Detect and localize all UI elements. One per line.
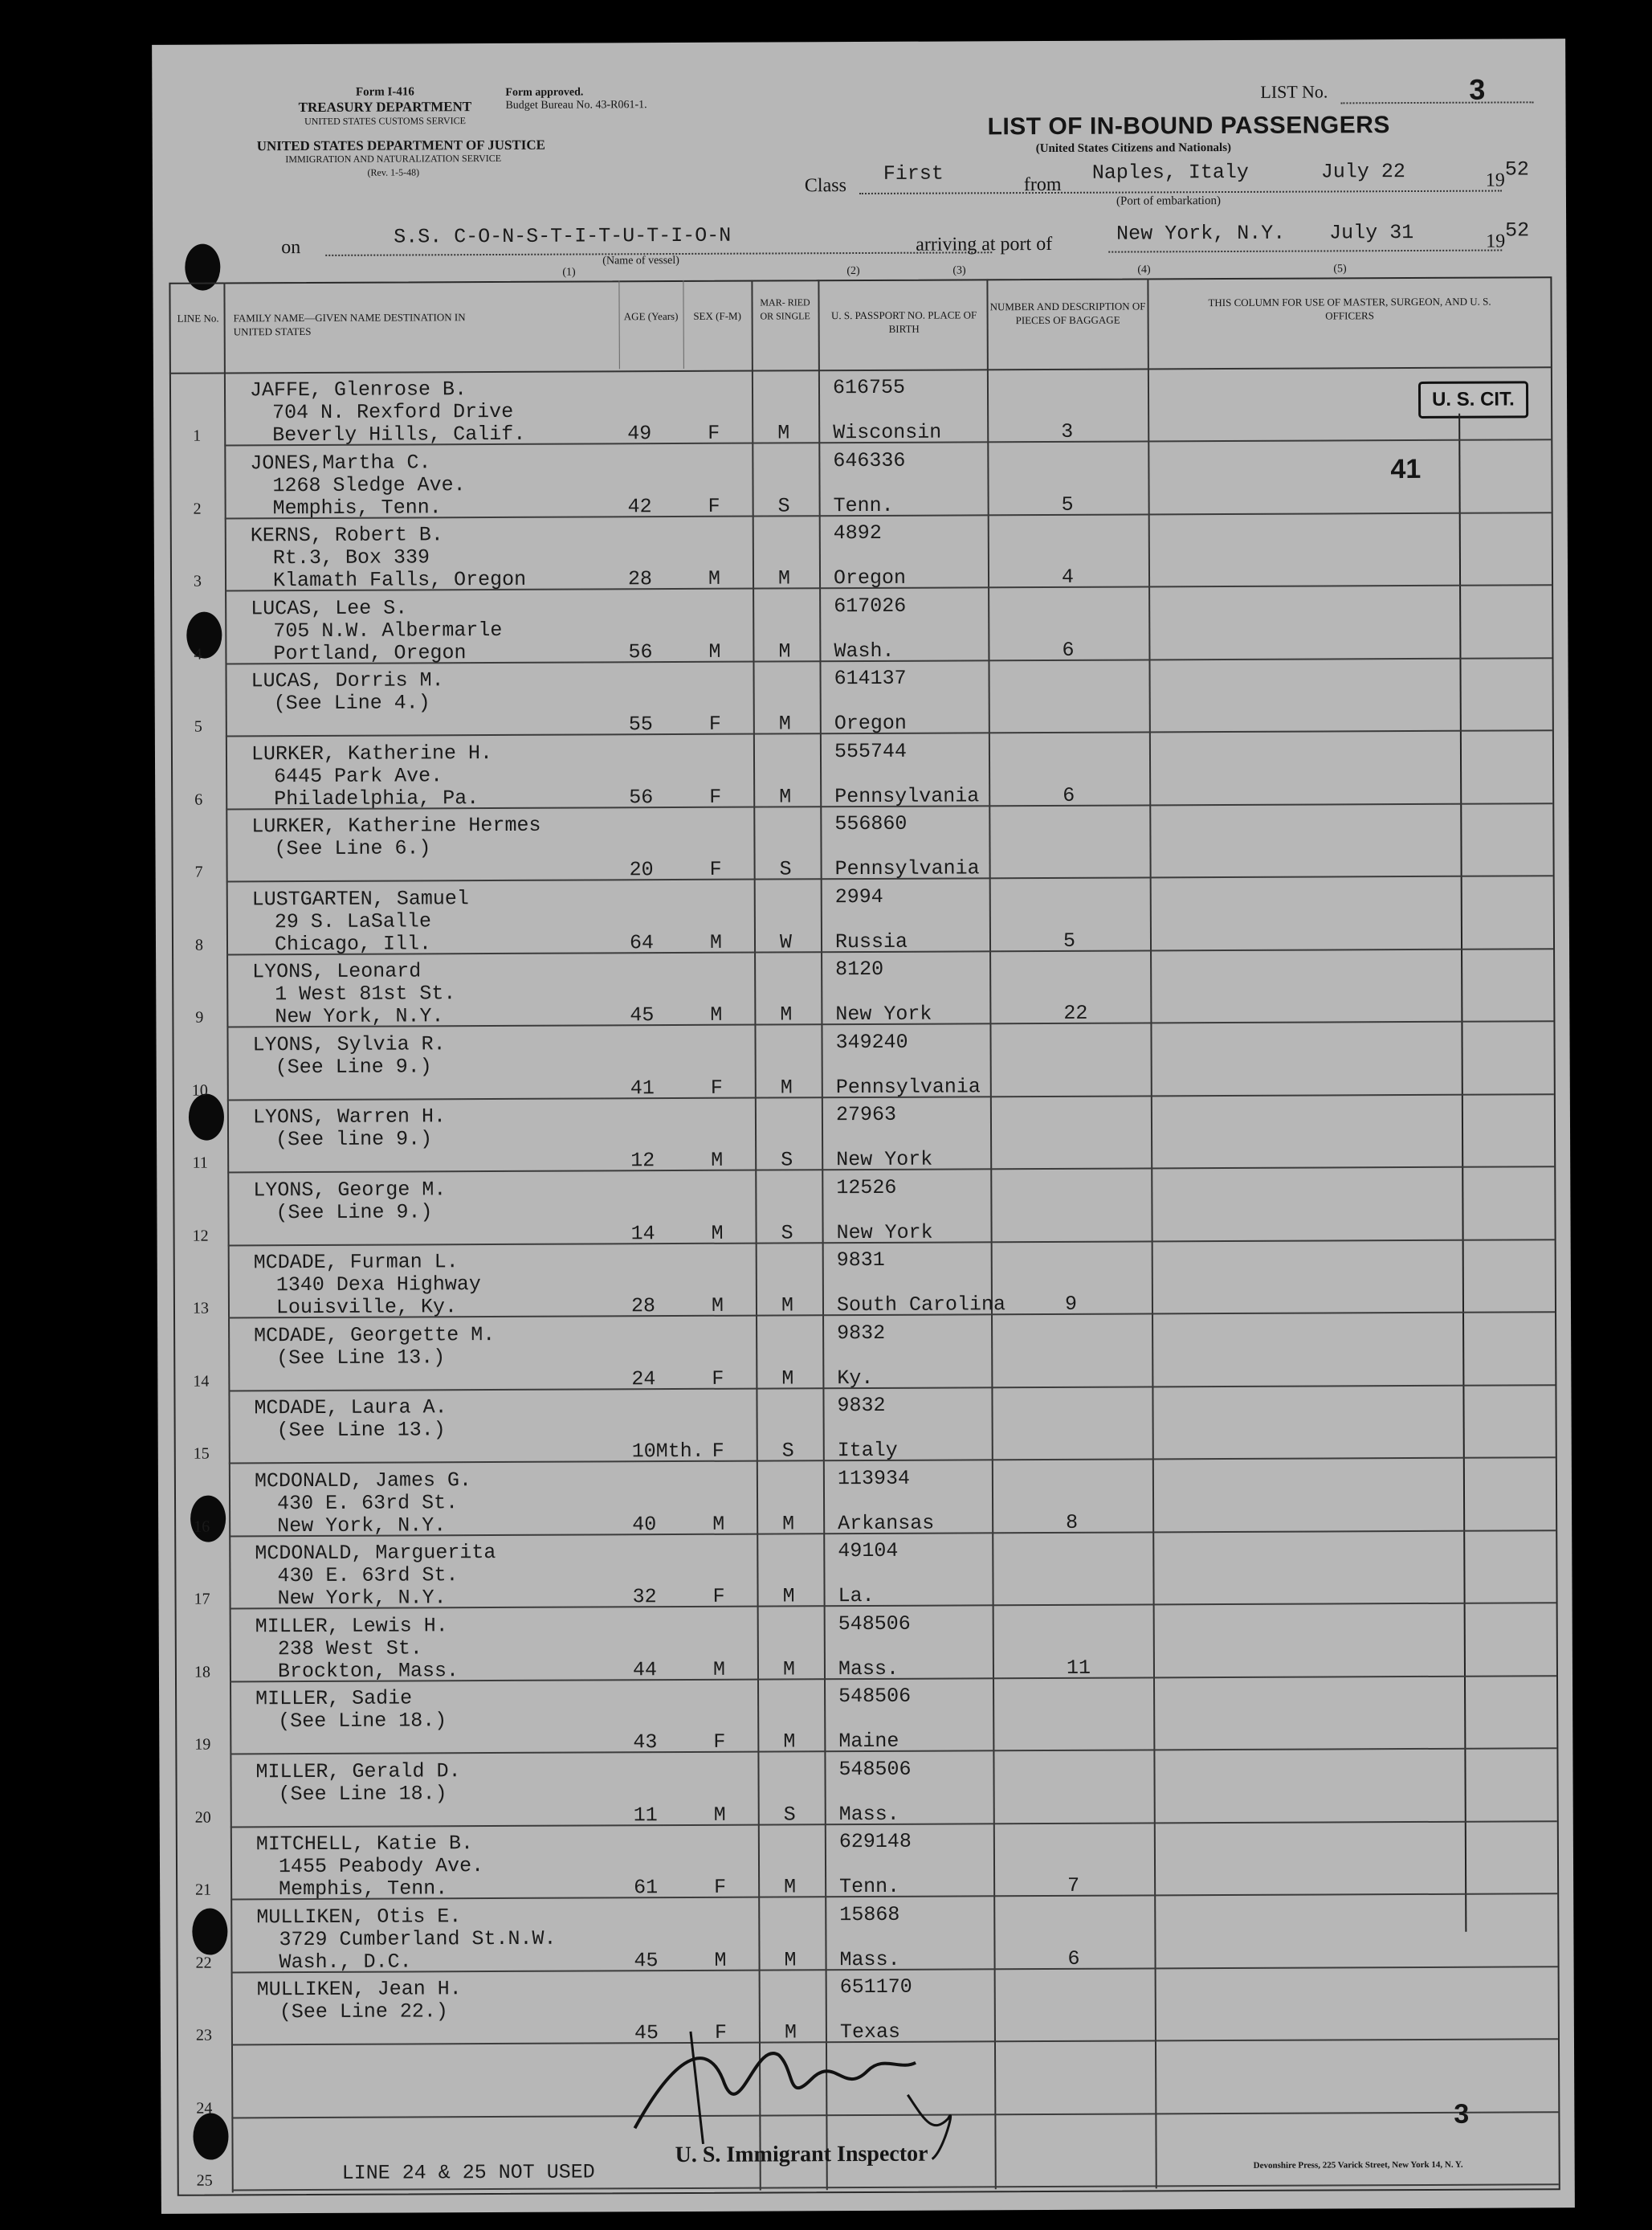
address-line-1: 29 S. LaSalle — [274, 909, 431, 933]
table-row — [170, 513, 1552, 592]
passport-number: 651170 — [839, 1975, 912, 1999]
place-of-birth: Tenn. — [839, 1874, 900, 1899]
place-of-birth: Wisconsin — [833, 420, 942, 445]
address-line-2: Portland, Oregon — [273, 640, 467, 665]
address-line-1: (See Line 13.) — [276, 1345, 446, 1370]
place-of-birth: Oregon — [833, 566, 907, 590]
passport-number: 556860 — [834, 811, 908, 836]
passenger-name: MILLER, Lewis H. — [255, 1613, 448, 1638]
passport-number: 9832 — [837, 1321, 886, 1345]
baggage-count: 4 — [1061, 565, 1075, 589]
list-no-label: LIST No. — [1260, 81, 1328, 102]
table-row — [176, 1822, 1557, 1901]
passport-number: 555744 — [834, 739, 908, 763]
year-prefix-2: 19 — [1486, 231, 1506, 252]
line-number: 23 — [195, 2026, 212, 2044]
sex: M — [710, 1003, 723, 1027]
form-number: Form I-416 — [355, 85, 414, 99]
marital-status: M — [778, 712, 791, 736]
line-number: 25 — [196, 2171, 213, 2190]
marital-status: M — [781, 1293, 794, 1317]
passenger-name: LYONS, Sylvia R. — [252, 1031, 446, 1056]
passport-number: 614137 — [834, 666, 907, 691]
header-line: LINE No. — [177, 312, 219, 325]
age: 42 — [627, 494, 652, 518]
address-line-2: Philadelphia, Pa. — [274, 786, 479, 811]
place-of-birth: New York — [836, 1147, 933, 1172]
address-line-1: (See Line 9.) — [275, 1054, 432, 1079]
table-row — [175, 1750, 1556, 1828]
age: 40 — [632, 1512, 657, 1536]
place-of-birth: Mass. — [838, 1802, 899, 1826]
from-label: from — [1023, 174, 1062, 196]
on-label: on — [281, 237, 301, 259]
passenger-name: LUSTGARTEN, Samuel — [251, 886, 469, 911]
line-number: 22 — [195, 1954, 212, 1972]
line-number: 10 — [191, 1081, 208, 1100]
passenger-name: MCDADE, Laura A. — [254, 1395, 447, 1420]
passenger-name: KERNS, Robert B. — [250, 523, 443, 548]
form-approved: Form approved. — [505, 86, 584, 99]
place-of-birth: Pennsylvania — [834, 856, 980, 881]
table-row — [173, 1313, 1555, 1392]
annotation-41: 41 — [1390, 453, 1422, 485]
address-line-1: 1268 Sledge Ave. — [272, 472, 466, 497]
line-number: 8 — [194, 936, 204, 954]
place-of-birth: La. — [838, 1583, 875, 1608]
line-number: 4 — [194, 645, 202, 664]
sex: M — [708, 639, 721, 664]
col-num-5: (5) — [1333, 263, 1347, 276]
bottom-page-number: 3 — [1454, 2098, 1470, 2130]
line-number: 16 — [194, 1517, 210, 1536]
address-line-1: 238 West St. — [277, 1636, 422, 1660]
passenger-name: MITCHELL, Katie B. — [255, 1832, 474, 1856]
marital-status: S — [779, 857, 792, 881]
marital-status: M — [783, 1730, 796, 1754]
marital-status: S — [781, 1439, 794, 1463]
class-label: Class — [804, 175, 846, 197]
marital-status: S — [783, 1802, 796, 1826]
passenger-name: MULLIKEN, Jean H. — [256, 1977, 462, 2002]
line-number: 3 — [193, 572, 202, 590]
sex: M — [712, 1657, 726, 1681]
header-passport: U. S. PASSPORT NO. PLACE OF BIRTH — [830, 308, 977, 335]
address-line-1: (See Line 22.) — [279, 1999, 448, 2024]
passenger-name: LURKER, Katherine H. — [251, 741, 493, 766]
marital-status: S — [777, 493, 790, 517]
passport-number: 349240 — [835, 1030, 908, 1054]
marital-status: W — [779, 929, 793, 954]
passenger-name: LUCAS, Lee S. — [251, 595, 408, 620]
place-of-birth: Oregon — [834, 711, 907, 736]
baggage-count: 6 — [1067, 1946, 1080, 1971]
age: 10Mth. — [631, 1439, 704, 1464]
treasury-dept: TREASURY DEPARTMENT — [298, 99, 472, 116]
address-line-2: Wash., D.C. — [279, 1949, 412, 1974]
place-of-birth: Tenn. — [833, 493, 894, 517]
sex: F — [713, 1730, 726, 1754]
marital-status: M — [780, 1075, 793, 1099]
sex: M — [713, 1803, 726, 1827]
from-date: July 22 — [1320, 160, 1405, 184]
col-num-4: (4) — [1137, 263, 1151, 276]
arrival-date: July 31 — [1329, 220, 1414, 245]
line-number: 1 — [193, 427, 202, 445]
sex: F — [714, 1875, 727, 1899]
address-line-1: (See Line 13.) — [276, 1418, 446, 1443]
address-line-2: Beverly Hills, Calif. — [272, 422, 526, 447]
place-of-birth: Italy — [837, 1438, 898, 1463]
page-title: LIST OF IN-BOUND PASSENGERS — [987, 112, 1390, 141]
line-number: 20 — [194, 1808, 211, 1827]
marital-status: M — [782, 1656, 796, 1681]
baggage-count: 5 — [1061, 492, 1074, 517]
age: 56 — [628, 639, 653, 664]
col-num-2: (2) — [846, 265, 860, 278]
passport-number: 646336 — [833, 448, 906, 472]
age: 20 — [629, 858, 654, 882]
sex: M — [714, 1948, 727, 1972]
table-row — [175, 1604, 1556, 1683]
place-of-birth: South Carolina — [836, 1293, 1006, 1317]
revision: (Rev. 1-5-48) — [367, 166, 420, 178]
place-of-birth: Pennsylvania — [834, 783, 980, 808]
place-of-birth: Ky. — [837, 1366, 874, 1390]
passport-number: 629148 — [838, 1829, 912, 1854]
baggage-count: 3 — [1061, 419, 1074, 443]
line-number: 15 — [193, 1444, 210, 1463]
baggage-count: 9 — [1064, 1292, 1078, 1316]
address-line-1: (See line 9.) — [275, 1127, 433, 1152]
address-line-1: 430 E. 63rd St. — [277, 1563, 459, 1588]
table-row — [170, 586, 1552, 665]
arriving-label: arriving at port of — [916, 233, 1053, 255]
passenger-name: MCDADE, Furman L. — [253, 1250, 459, 1275]
address-line-1: 705 N.W. Albermarle — [273, 618, 503, 643]
sex: F — [712, 1584, 725, 1608]
age: 28 — [630, 1294, 656, 1318]
line-number: 12 — [192, 1227, 209, 1245]
passport-number: 49104 — [838, 1538, 899, 1563]
marital-status: M — [782, 1584, 795, 1608]
passport-number: 548506 — [838, 1611, 911, 1636]
arrival-year: 52 — [1505, 219, 1530, 243]
header-name: FAMILY NAME—GIVEN NAME DESTINATION IN UNITED STATES — [233, 311, 466, 338]
line-number: 2 — [193, 500, 202, 518]
address-line-1: 1455 Peabody Ave. — [278, 1854, 484, 1879]
passenger-name: JAFFE, Glenrose B. — [249, 378, 467, 402]
inspector-label: U. S. Immigrant Inspector — [675, 2141, 928, 2168]
table-row — [175, 1677, 1556, 1755]
age: 14 — [630, 1221, 655, 1245]
baggage-count: 6 — [1063, 783, 1075, 807]
col-num-1: (1) — [562, 266, 576, 279]
line-number: 17 — [194, 1590, 210, 1608]
marital-status: M — [784, 2020, 797, 2044]
line-number: 21 — [195, 1881, 212, 1899]
marital-status: M — [780, 1003, 793, 1027]
passenger-name: LYONS, George M. — [253, 1177, 447, 1202]
line-number: 6 — [194, 790, 203, 809]
ins-service: IMMIGRATION AND NATURALIZATION SERVICE — [285, 152, 502, 165]
age: 64 — [629, 930, 655, 954]
table-row — [169, 441, 1551, 520]
list-number: 3 — [1469, 72, 1486, 106]
passport-number: 9832 — [837, 1393, 886, 1418]
sex: M — [711, 1148, 724, 1172]
line-number: 24 — [196, 2099, 213, 2118]
arrival-port: New York, N.Y. — [1116, 221, 1286, 246]
age: 49 — [627, 422, 652, 446]
year-prefix: 19 — [1485, 169, 1505, 191]
justice-dept: UNITED STATES DEPARTMENT OF JUSTICE — [256, 137, 546, 154]
address-line-1: 1 West 81st St. — [275, 982, 456, 1007]
col-num-3: (3) — [952, 264, 966, 277]
table-row — [172, 950, 1553, 1028]
marital-status: M — [784, 1875, 797, 1899]
address-line-1: 704 N. Rexford Drive — [272, 399, 514, 425]
age: 32 — [632, 1585, 657, 1609]
marital-status: M — [778, 639, 791, 663]
line-number: 11 — [192, 1154, 208, 1172]
printer-credit: Devonshire Press, 225 Varick Street, New York 14, N. Y. — [1253, 2159, 1463, 2171]
marital-status: M — [781, 1366, 794, 1390]
header-married: MAR- RIED OR SINGLE — [760, 296, 810, 322]
passport-number: 113934 — [837, 1466, 910, 1490]
passport-number: 15868 — [839, 1902, 900, 1926]
address-line-2: Memphis, Tenn. — [279, 1877, 448, 1901]
address-line-1: (See Line 4.) — [273, 691, 430, 716]
table-row — [173, 1386, 1555, 1464]
table-row — [173, 1240, 1555, 1319]
sex: M — [708, 566, 721, 590]
age: 24 — [631, 1366, 656, 1391]
table-row — [170, 659, 1552, 737]
passenger-name: MCDONALD, James G. — [254, 1468, 472, 1493]
port-embark-label: (Port of embarkation) — [1116, 194, 1221, 208]
baggage-count: 7 — [1067, 1873, 1080, 1897]
address-line-1: Rt.3, Box 339 — [272, 545, 430, 570]
baggage-count: 11 — [1066, 1656, 1091, 1680]
passenger-name: LURKER, Katherine Hermes — [251, 813, 541, 839]
place-of-birth: Russia — [834, 929, 908, 954]
header-age: AGE (Years) — [623, 309, 679, 323]
class-value: First — [883, 161, 944, 186]
marital-status: M — [784, 1947, 797, 1971]
sex: F — [712, 1439, 724, 1463]
marital-status: M — [782, 1511, 795, 1535]
address-line-2: Brockton, Mass. — [277, 1658, 459, 1683]
age: 56 — [629, 785, 654, 809]
passenger-name: MCDONALD, Marguerita — [255, 1541, 496, 1566]
passenger-name: MILLER, Gerald D. — [255, 1758, 461, 1783]
baggage-count: 8 — [1066, 1510, 1079, 1534]
address-line-1: 1340 Dexa Highway — [275, 1272, 481, 1297]
passenger-name: LUCAS, Dorris M. — [251, 668, 444, 693]
line-number: 13 — [192, 1299, 210, 1317]
address-line-2: New York, N.Y. — [275, 1004, 444, 1029]
address-line-2: Memphis, Tenn. — [272, 495, 442, 520]
age: 28 — [627, 567, 653, 591]
table-row — [169, 368, 1551, 447]
age: 11 — [633, 1803, 658, 1827]
age: 43 — [633, 1730, 658, 1754]
table-row — [172, 877, 1553, 956]
line-number: 9 — [195, 1008, 204, 1027]
table-row — [176, 1895, 1557, 1974]
place-of-birth: Maine — [838, 1729, 899, 1754]
table-row — [172, 1023, 1553, 1101]
baggage-count: 22 — [1063, 1001, 1088, 1025]
passport-number: 4892 — [833, 521, 882, 545]
age: 44 — [632, 1657, 658, 1681]
age: 41 — [630, 1076, 655, 1100]
place-of-birth: New York — [836, 1220, 933, 1244]
line-number: 14 — [193, 1372, 210, 1391]
age: 55 — [628, 713, 653, 737]
passport-number: 2994 — [834, 884, 883, 909]
marital-status: M — [777, 566, 791, 590]
address-line-1: (See Line 9.) — [275, 1199, 433, 1224]
passenger-name: MCDADE, Georgette M. — [254, 1322, 496, 1347]
table-row — [173, 1168, 1554, 1247]
from-year: 52 — [1504, 157, 1529, 182]
passport-number: 617026 — [834, 594, 907, 618]
address-line-2: Louisville, Ky. — [275, 1295, 458, 1320]
line-number: 7 — [194, 863, 203, 881]
place-of-birth: Pennsylvania — [835, 1074, 981, 1099]
us-citizen-stamp: U. S. CIT. — [1418, 381, 1528, 419]
address-line-2: New York, N.Y. — [277, 1513, 447, 1538]
vessel-label: (Name of vessel) — [602, 254, 679, 268]
passport-number: 548506 — [838, 1757, 912, 1781]
age: 45 — [634, 1948, 659, 1972]
sex: M — [709, 930, 723, 954]
header-officers: THIS COLUMN FOR USE OF MASTER, SURGEON, AND U. S. OFFICERS — [1208, 295, 1491, 322]
address-line-1: (See Line 18.) — [278, 1781, 447, 1806]
passenger-manifest-sheet — [152, 39, 1575, 2214]
address-line-1: 430 E. 63rd St. — [276, 1490, 459, 1515]
sex: F — [708, 494, 720, 518]
from-value: Naples, Italy — [1091, 160, 1249, 185]
address-line-2: Klamath Falls, Oregon — [272, 567, 527, 593]
place-of-birth: Mass. — [838, 1656, 899, 1681]
vessel-name: S.S. C-O-N-S-T-I-T-U-T-I-O-N — [394, 223, 732, 249]
header-baggage: NUMBER AND DESCRIPTION OF PIECES OF BAGGAGE — [989, 300, 1146, 327]
passenger-name: LYONS, Leonard — [252, 959, 422, 984]
header-sex: SEX (F-M) — [693, 309, 741, 322]
table-row — [171, 804, 1552, 883]
sex: F — [709, 857, 722, 881]
marital-status: M — [779, 784, 792, 808]
sex: F — [714, 2020, 728, 2044]
table-row — [171, 732, 1552, 811]
marital-status: M — [777, 421, 790, 445]
passenger-name: LYONS, Warren H. — [252, 1105, 447, 1129]
passenger-name: JONES,Martha C. — [250, 450, 431, 475]
address-line-2: Chicago, Ill. — [274, 931, 432, 956]
place-of-birth: Mass. — [839, 1947, 900, 1971]
address-line-2: New York, N.Y. — [277, 1586, 447, 1611]
age: 45 — [634, 2021, 659, 2045]
age: 12 — [630, 1149, 655, 1173]
sex: M — [711, 1293, 724, 1317]
passport-number: 8120 — [835, 957, 884, 982]
address-line-1: 6445 Park Ave. — [274, 763, 443, 788]
passport-number: 548506 — [838, 1684, 912, 1709]
sex: F — [708, 712, 721, 736]
sex: F — [709, 785, 722, 809]
line-number: 5 — [194, 717, 202, 736]
sex: F — [708, 421, 720, 445]
footer-note: LINE 24 & 25 NOT USED — [341, 2160, 595, 2185]
page-subtitle: (United States Citizens and Nationals) — [1035, 141, 1232, 156]
passport-number: 12526 — [836, 1175, 897, 1199]
place-of-birth: Wash. — [834, 639, 895, 663]
age: 45 — [630, 1003, 655, 1027]
baggage-count: 5 — [1063, 929, 1076, 953]
place-of-birth: New York — [835, 1002, 932, 1027]
address-line-1: (See Line 18.) — [278, 1709, 447, 1734]
table-row — [173, 1095, 1554, 1174]
passport-number: 9831 — [836, 1248, 885, 1272]
table-row — [174, 1459, 1556, 1538]
passport-number: 27963 — [835, 1102, 897, 1127]
passport-number: 616755 — [832, 375, 906, 400]
age: 61 — [634, 1876, 659, 1900]
passenger-name: MULLIKEN, Otis E. — [256, 1904, 462, 1929]
line-number: 18 — [194, 1663, 211, 1681]
address-line-1: 3729 Cumberland St.N.W. — [279, 1926, 557, 1951]
marital-status: S — [781, 1148, 793, 1172]
address-line-1: (See Line 6.) — [274, 836, 431, 861]
customs-service: UNITED STATES CUSTOMS SERVICE — [304, 115, 467, 128]
baggage-count: 6 — [1062, 638, 1075, 662]
marital-status: S — [781, 1220, 793, 1244]
table-row — [174, 1531, 1556, 1610]
passenger-table — [169, 276, 1558, 2194]
sex: F — [710, 1076, 723, 1100]
line-number: 19 — [194, 1735, 211, 1754]
place-of-birth: Texas — [839, 2020, 900, 2044]
sex: M — [711, 1221, 724, 1245]
place-of-birth: Arkansas — [838, 1511, 935, 1535]
passenger-name: MILLER, Sadie — [255, 1686, 413, 1711]
sex: M — [712, 1512, 725, 1536]
budget-bureau: Budget Bureau No. 43-R061-1. — [505, 99, 647, 112]
sex: F — [712, 1366, 724, 1391]
